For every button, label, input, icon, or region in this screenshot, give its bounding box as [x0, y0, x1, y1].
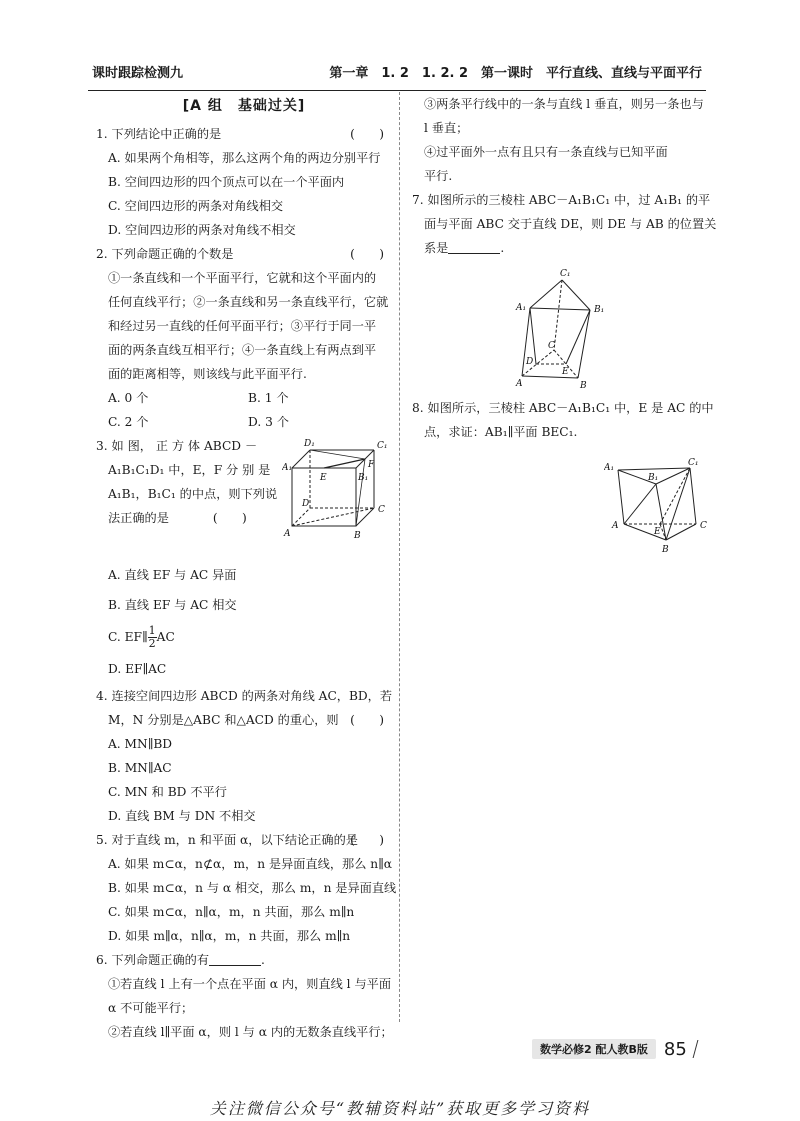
question-body-line: l 垂直；	[424, 121, 469, 135]
option-c: C. MN 和 BD 不平行	[108, 785, 227, 799]
vertex-label: B	[580, 381, 587, 390]
question-body-line: ①一条直线和一个平面平行，它就和这个平面内的	[108, 271, 377, 285]
question-stem: A₁B₁，B₁C₁ 的中点，则下列说	[108, 487, 278, 501]
vertex-label: C	[378, 505, 385, 515]
vertex-label: A	[284, 529, 291, 539]
question-body-line: ③两条平行线中的一条与直线 l 垂直，则另一条也与	[424, 97, 704, 111]
question-2	[96, 242, 392, 434]
question-stem: 7. 如图所示的三棱柱 ABC－A₁B₁C₁ 中，过 A₁B₁ 的平	[412, 193, 711, 207]
option-a: A. 如果 m⊂α，n⊄α，m，n 是异面直线，那么 n∥α	[108, 857, 393, 871]
vertex-label: E	[654, 527, 661, 537]
vertex-label: C	[548, 341, 555, 351]
book-label: 数学必修2 配人教B版	[532, 1039, 656, 1059]
option-b: B. 1 个	[248, 391, 289, 405]
question-1	[96, 122, 392, 242]
question-5	[96, 828, 397, 948]
question-7	[412, 188, 717, 390]
vertex-label: C₁	[377, 441, 388, 451]
question-stem: 法正确的是 ( )	[108, 511, 247, 525]
vertex-label: D	[302, 499, 310, 509]
option-row	[96, 410, 392, 434]
question-stem: 8. 如图所示，三棱柱 ABC－A₁B₁C₁ 中，E 是 AC 的中	[412, 401, 714, 415]
cube-figure	[282, 436, 392, 554]
question-6-continued	[412, 92, 712, 188]
answer-paren: ( )	[350, 247, 384, 261]
question-body-line: ①若直线 l 上有一个点在平面 α 内，则直线 l 与平面	[108, 977, 392, 991]
question-3	[96, 434, 392, 684]
vertex-label: B	[662, 545, 669, 555]
vertex-label: A₁	[282, 463, 293, 473]
question-8	[412, 396, 712, 558]
prism-figure-q8	[604, 458, 714, 558]
right-column	[412, 92, 717, 558]
prism-figure-q7	[510, 268, 620, 390]
question-body-line: 任何直线平行；②一条直线和另一条直线平行，它就	[108, 295, 389, 309]
answer-paren: ( )	[350, 127, 384, 141]
vertex-label: A₁	[604, 463, 615, 473]
option-b: B. MN∥AC	[108, 761, 172, 775]
vertex-label: C	[700, 521, 707, 531]
vertex-label: A₁	[516, 303, 527, 313]
question-stem: M，N 分别是△ABC 和△ACD 的重心，则 ( )	[96, 708, 392, 732]
left-column	[96, 92, 397, 1044]
question-body-line: α 不可能平行；	[108, 1001, 194, 1015]
vertex-label: D	[526, 357, 534, 367]
option-c: C. EF∥ $\frac{1}{2}$ AC	[108, 624, 175, 650]
page-footer	[532, 1039, 696, 1059]
option-d: D. 如果 m∥α，n∥α，m，n 共面，那么 m∥n	[108, 929, 351, 943]
question-body-line: 面的两条直线互相平行；④一条直线上有两点到平	[108, 343, 377, 357]
vertex-label: B₁	[594, 305, 605, 315]
question-body-line: 面的距离相等，则该线与此平面平行.	[108, 367, 307, 381]
option-b: B. 如果 m⊂α，n 与 α 相交，那么 m，n 是异面直线	[108, 881, 397, 895]
answer-blank	[209, 951, 261, 966]
group-title: [A 组 基础过关]	[182, 98, 306, 114]
answer-paren: ( )	[212, 511, 247, 525]
question-4	[96, 684, 392, 828]
vertex-label: B	[354, 531, 361, 541]
question-stem: 6. 下列命题正确的有 .	[96, 953, 265, 967]
fraction: $\frac{1}{2}$	[148, 624, 156, 650]
divider-mark	[692, 1040, 698, 1058]
page-number: 85	[663, 1038, 687, 1060]
vertex-label: D₁	[304, 439, 315, 449]
option-c: C. 如果 m⊂α，n∥α，m，n 共面，那么 m∥n	[108, 905, 355, 919]
question-stem: 2. 下列命题正确的个数是 ( )	[96, 242, 392, 266]
page-header	[88, 60, 706, 91]
vertex-label: E	[562, 367, 569, 377]
option-a: A. 直线 EF 与 AC 异面	[108, 568, 237, 582]
column-divider	[399, 92, 400, 1022]
vertex-label: B₁	[648, 473, 659, 483]
question-stem: 面与平面 ABC 交于直线 DE，则 DE 与 AB 的位置关	[424, 217, 717, 231]
question-body-line: 和经过另一直线的任何平面平行；③平行于同一平	[108, 319, 377, 333]
option-d: D. 直线 BM 与 DN 不相交	[108, 809, 256, 823]
question-stem: 1. 下列结论中正确的是 ( )	[96, 122, 392, 146]
question-stem: 5. 对于直线 m，n 和平面 α，以下结论正确的是 ( )	[96, 828, 392, 852]
header-chapter: 第一章 1. 2 1. 2. 2 第一课时 平行直线、直线与平面平行	[329, 66, 702, 81]
vertex-label: A	[612, 521, 619, 531]
question-stem: 系是 .	[424, 241, 505, 255]
answer-paren: ( )	[350, 713, 384, 727]
option-d: D. EF∥AC	[108, 662, 167, 676]
header-title: 课时跟踪检测九	[92, 66, 184, 81]
option-a: A. 0 个	[108, 391, 149, 405]
option-b: B. 直线 EF 与 AC 相交	[108, 598, 237, 612]
question-6	[96, 948, 392, 1044]
question-stem: A₁B₁C₁D₁ 中，E，F 分 别 是	[108, 463, 271, 477]
vertex-label: A	[516, 379, 523, 389]
option-d: D. 3 个	[248, 415, 289, 429]
answer-paren: ( )	[350, 833, 384, 847]
question-body-line: 平行.	[424, 169, 453, 183]
promo-note: 关注微信公众号“教辅资料站”获取更多学习资料	[209, 1099, 591, 1118]
question-stem: 3. 如 图， 正 方 体 ABCD －	[96, 439, 258, 453]
option-d: D. 空间四边形的两条对角线不相交	[108, 223, 296, 237]
option-a: A. 如果两个角相等，那么这两个角的两边分别平行	[108, 151, 381, 165]
question-stem: 点，求证：AB₁∥平面 BEC₁.	[424, 425, 578, 439]
question-stem: 4. 连接空间四边形 ABCD 的两条对角线 AC，BD，若	[96, 689, 393, 703]
option-b: B. 空间四边形的四个顶点可以在一个平面内	[108, 175, 345, 189]
option-row	[96, 386, 392, 410]
question-body-line: ④过平面外一点有且只有一条直线与已知平面	[424, 145, 668, 159]
option-c: C. 空间四边形的两条对角线相交	[108, 199, 284, 213]
vertex-label: C₁	[688, 458, 699, 468]
option-c: C. 2 个	[108, 415, 149, 429]
vertex-label: F	[368, 460, 375, 470]
vertex-label: B₁	[358, 473, 369, 483]
answer-blank	[448, 239, 500, 254]
vertex-label: E	[320, 473, 327, 483]
option-a: A. MN∥BD	[108, 737, 173, 751]
vertex-label: C₁	[560, 269, 571, 279]
question-body-line: ②若直线 l∥平面 α，则 l 与 α 内的无数条直线平行；	[108, 1025, 393, 1039]
